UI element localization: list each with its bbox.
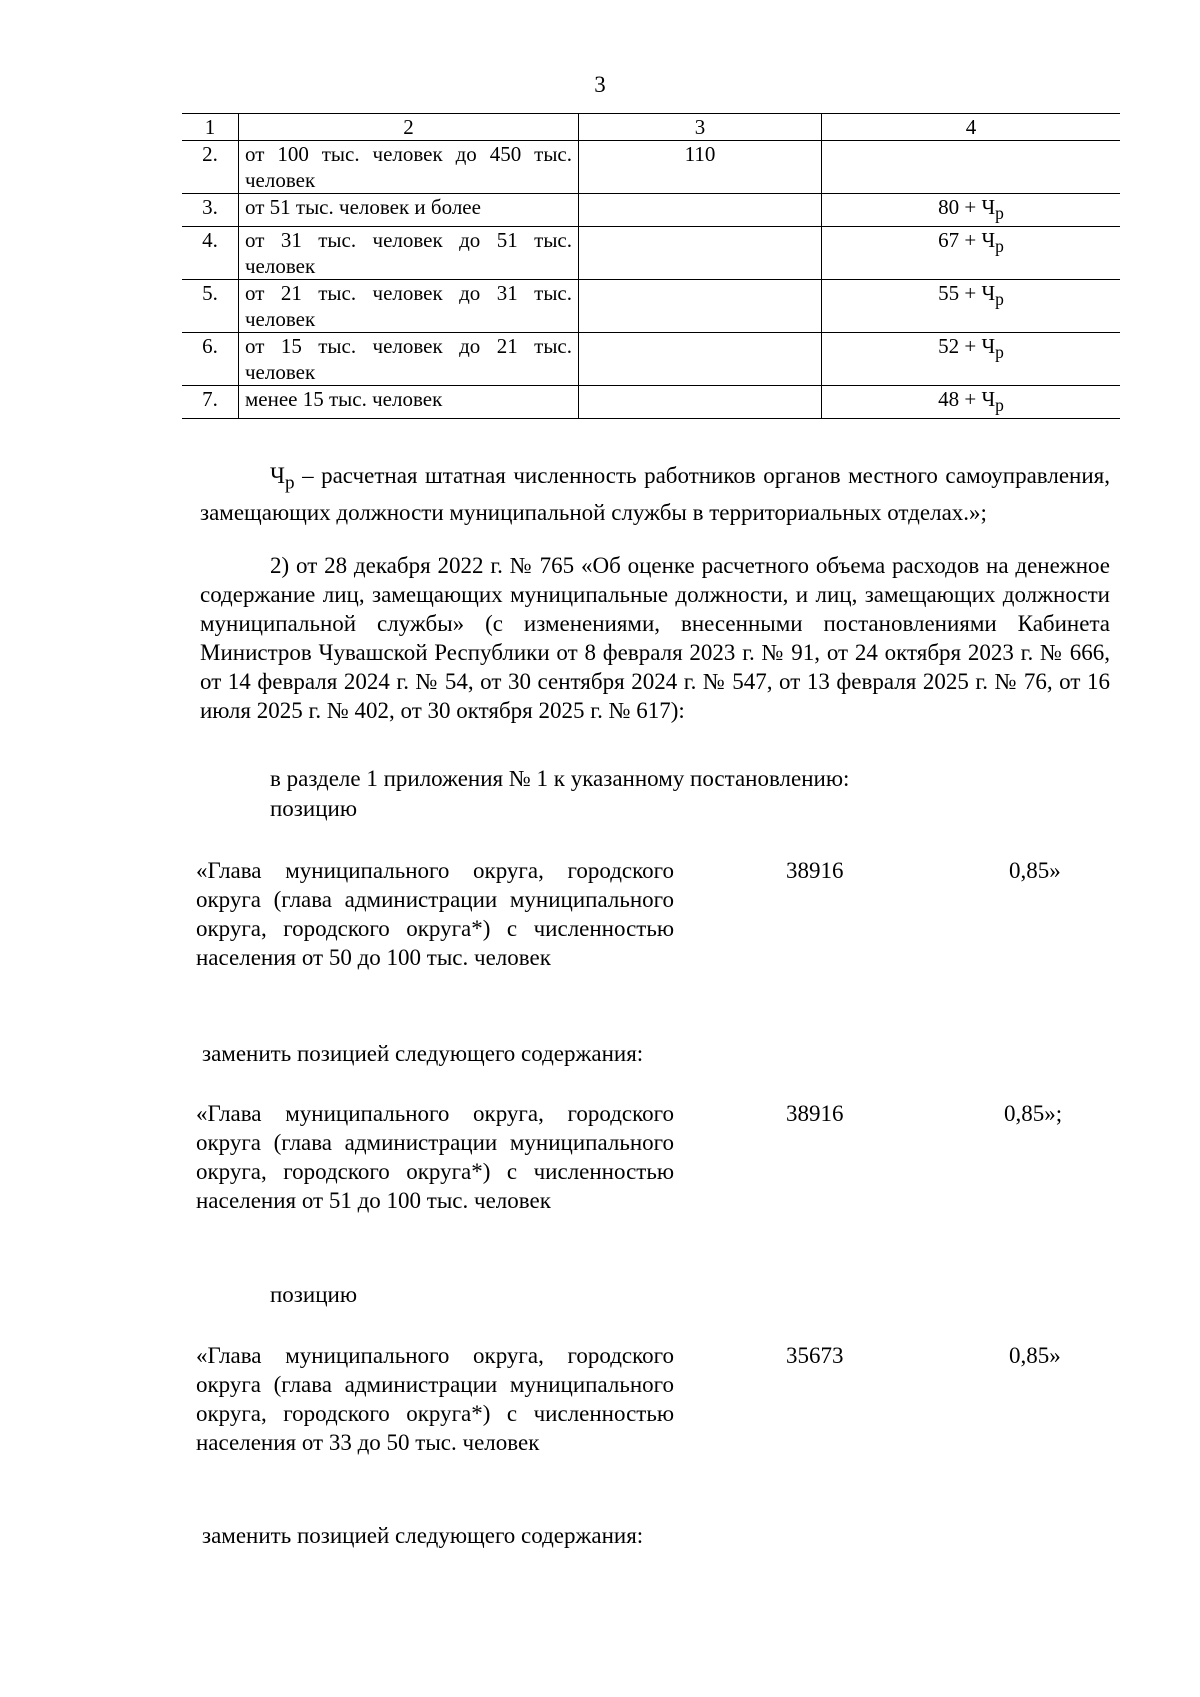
position-salary-new-1: 38916 (786, 1101, 844, 1126)
replace-instruction-1: заменить позицией следующего содержания: (202, 1041, 644, 1066)
page-number: 3 (594, 72, 606, 97)
row-formula: $67 + Ч_р$ (822, 227, 1121, 280)
position-coef-old-2: 0,85» (1009, 1343, 1061, 1368)
row-formula: $55 + Ч_р$ (822, 280, 1121, 333)
row-formula: $48 + Ч_р$ (822, 386, 1121, 419)
row-value (579, 333, 822, 386)
row-description: менее 15 тыс. человек (239, 386, 579, 419)
row-number: 4. (182, 227, 239, 280)
position-salary-old-2: 35673 (786, 1343, 844, 1368)
row-description: от 21 тыс. человек до 31 тыс. человек (239, 280, 579, 333)
row-value (579, 227, 822, 280)
row-description: от 51 тыс. человек и более (239, 194, 579, 227)
row-description: от 31 тыс. человек до 51 тыс. человек (239, 227, 579, 280)
position-salary-old-1: 38916 (786, 858, 844, 883)
table-row (182, 333, 1120, 386)
row-value (579, 194, 822, 227)
header-cell-4: 4 (822, 114, 1121, 141)
row-number: 7. (182, 386, 239, 419)
row-value (579, 280, 822, 333)
row-number: 6. (182, 333, 239, 386)
table-row (182, 386, 1120, 419)
row-number: 3. (182, 194, 239, 227)
position-coef-new-1: 0,85»; (1004, 1101, 1063, 1126)
position-name-old-1: «Глава муниципального округа, городского округа (глава администрации муниципального округа, городского округа*) с численностью населения от 50 до 100 тыс. человек (196, 858, 674, 970)
row-number: 2. (182, 141, 239, 194)
header-cell-3: 3 (579, 114, 822, 141)
table-row (182, 280, 1120, 333)
item-2-paragraph: 2) от 28 декабря 2022 г. № 765 «Об оценке расчетного объема расходов на денежное содержание лиц, замещающих муниципальные должности, и лиц, замещающих должности муниципальной службы» (с изменениями, внесенными постановлениями Кабинета Министров Чувашской Республики от 8 февраля 2023 г. № 91, от 24 октября 2023 г. № 666, от 14 февраля 2024 г. № 54, от 30 сентября 2024 г. № 547, от 13 февраля 2025 г. № 76, от 16 июля 2025 г. № 402, от 30 октября 2025 г. № 617): (200, 553, 1110, 723)
section-line: в разделе 1 приложения № 1 к указанному постановлению: (270, 766, 850, 791)
row-description: от 100 тыс. человек до 450 тыс. человек (239, 141, 579, 194)
position-coef-old-1: 0,85» (1009, 858, 1061, 883)
row-formula: $52 + Ч_р$ (822, 333, 1121, 386)
norms-table (182, 113, 1120, 419)
replace-instruction-2: заменить позицией следующего содержания: (202, 1523, 644, 1548)
position-name-new-1: «Глава муниципального округа, городского округа (глава администрации муниципального округа, городского округа*) с численностью населения от 51 до 100 тыс. человек (196, 1101, 674, 1213)
header-cell-2: 2 (239, 114, 579, 141)
position-word: позицию (270, 1282, 358, 1307)
table-row (182, 194, 1120, 227)
row-value: 110 (579, 141, 822, 194)
row-formula (822, 141, 1121, 194)
row-description: от 15 тыс. человек до 21 тыс. человек (239, 333, 579, 386)
table-header-row (182, 114, 1120, 141)
row-formula: $80 + Ч_р$ (822, 194, 1121, 227)
row-value (579, 386, 822, 419)
position-name-old-2: «Глава муниципального округа, городского округа (глава администрации муниципального округа, городского округа*) с численностью населения от 33 до 50 тыс. человек (196, 1343, 674, 1455)
header-cell-1: 1 (182, 114, 239, 141)
table-row (182, 141, 1120, 194)
note-paragraph: $Ч_р$ – расчетная штатная численность работников органов местного самоуправления, замещающих должности муниципальной службы в территориальных отделах.»; (200, 463, 1110, 525)
table-row (182, 227, 1120, 280)
position-word: позицию (270, 796, 358, 821)
row-number: 5. (182, 280, 239, 333)
